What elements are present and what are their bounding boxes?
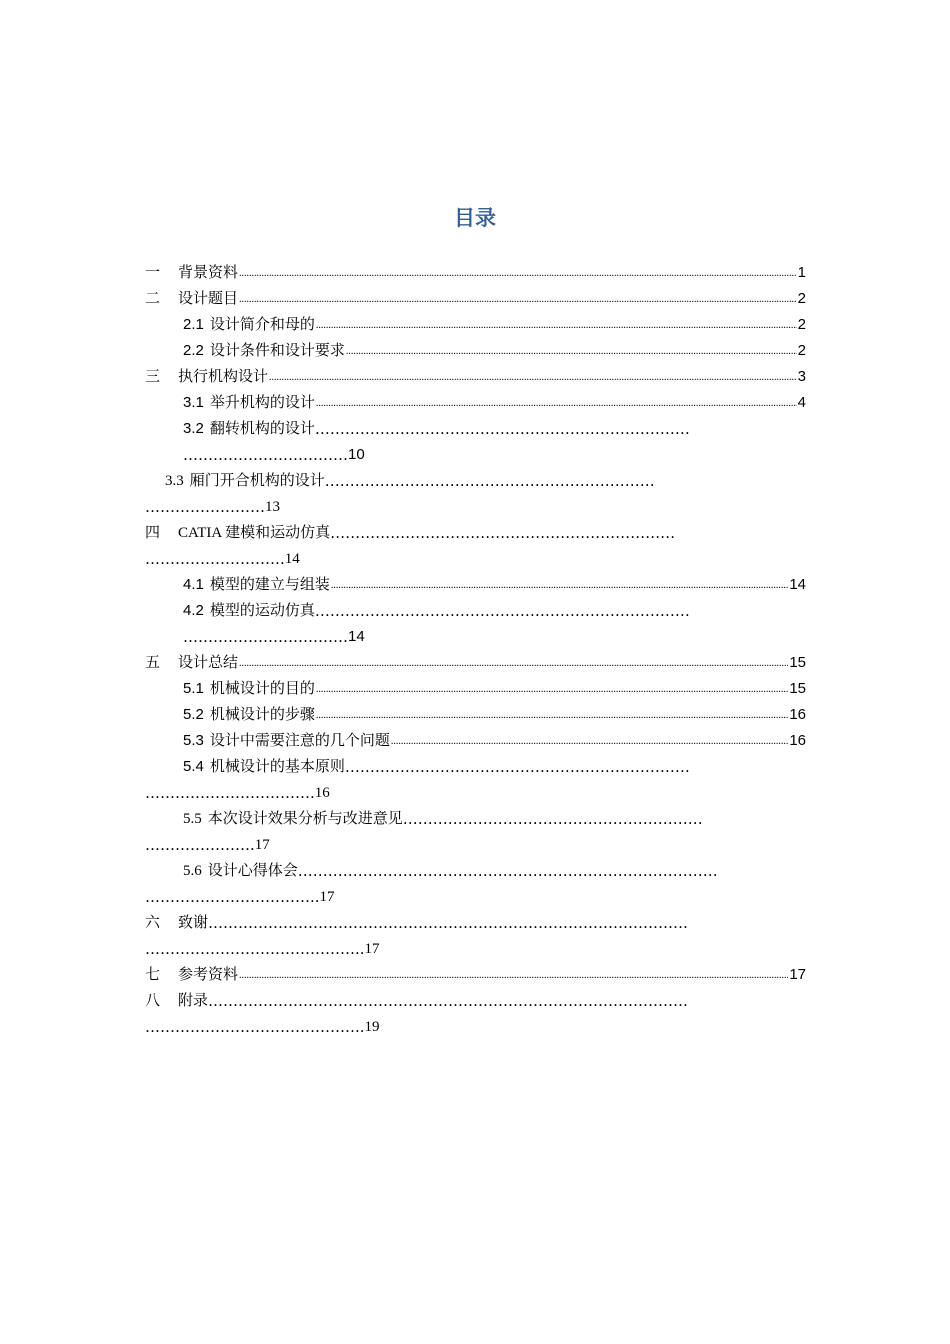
entry-title: 参考资料 [178, 967, 239, 983]
entry-title: 设计总结 [178, 655, 239, 671]
entry-title: 设计心得体会 [207, 863, 298, 879]
entry-title: 致谢 [178, 915, 209, 931]
leader-dots: …………………………………………………………… [330, 524, 676, 542]
leader-dots: ………………………………………………………………… [314, 420, 690, 438]
toc-entry-continuation [145, 439, 806, 465]
toc-entry-continuation [145, 829, 806, 855]
entry-page: 14 [348, 628, 365, 645]
leader-dots [239, 655, 788, 673]
leader-dots: …………………. [145, 836, 255, 854]
entry-page: 4 [797, 394, 806, 411]
toc-entry-continuation [145, 621, 806, 647]
entry-page: 2 [797, 290, 806, 307]
leader-dots [316, 707, 788, 725]
entry-title: 厢门开合机构的设计 [189, 473, 325, 489]
entry-title: 模型的建立与组装 [209, 577, 330, 593]
toc-entry[interactable] [145, 855, 806, 881]
toc-entry[interactable] [145, 595, 806, 621]
entry-number: 四 [145, 525, 161, 541]
toc-entry-continuation [145, 543, 806, 569]
entry-page: 16 [789, 732, 806, 749]
entry-number: 5.4 [183, 758, 204, 775]
leader-dots [239, 291, 797, 309]
entry-title: 模型的运动仿真 [209, 603, 315, 619]
toc-entry[interactable] [145, 387, 806, 413]
leader-dots [316, 317, 797, 335]
toc-entry[interactable] [145, 465, 806, 491]
entry-title: 机械设计的基本原则 [209, 759, 345, 775]
leader-dots: ………………………………………………………………………… [297, 862, 718, 880]
entry-title: CATIA 建模和运动仿真 [178, 525, 331, 541]
entry-number: 3.1 [183, 394, 204, 411]
toc-entry-continuation [145, 491, 806, 517]
leader-dots: …………………………… [183, 446, 348, 464]
entry-page: 14 [789, 576, 806, 593]
leader-dots [269, 369, 797, 387]
leader-dots [331, 577, 788, 595]
toc-entry[interactable] [145, 361, 806, 387]
leader-dots: …………………………… [183, 628, 348, 646]
entry-title: 执行机构设计 [178, 369, 269, 385]
toc-entry[interactable] [145, 907, 806, 933]
leader-dots: ………………………………………………………… [324, 472, 655, 490]
entry-number: 4.2 [183, 602, 204, 619]
leader-dots [316, 681, 788, 699]
entry-number: 2.2 [183, 342, 204, 359]
leader-dots [346, 343, 797, 361]
entry-page: 2 [797, 342, 806, 359]
entry-title: 设计条件和设计要求 [209, 343, 345, 359]
entry-number: 二 [145, 291, 161, 307]
entry-number: 一 [145, 265, 161, 281]
leader-dots: …………………………………………………… [402, 810, 703, 828]
entry-page: 15 [789, 654, 806, 671]
entry-page: 14 [284, 551, 300, 567]
entry-number: 3.3 [165, 473, 184, 489]
leader-dots [391, 733, 788, 751]
toc-entry[interactable] [145, 803, 806, 829]
entry-title: 设计中需要注意的几个问题 [209, 733, 390, 749]
toc-entry[interactable] [145, 673, 806, 699]
entry-number: 七 [145, 967, 161, 983]
entry-title: 本次设计效果分析与改进意见 [207, 811, 403, 827]
entry-page: 10 [348, 446, 365, 463]
toc-entry-continuation [145, 777, 806, 803]
entry-number: 5.6 [183, 863, 202, 879]
leader-dots: …………………………………………………………… [344, 758, 690, 776]
entry-number: 五 [145, 655, 161, 671]
entry-page: 16 [314, 785, 330, 801]
entry-number: 5.1 [183, 680, 204, 697]
leader-dots: …………………………………………………………………………………… [208, 992, 689, 1010]
toc-entry-continuation [145, 1011, 806, 1037]
entry-title: 翻转机构的设计 [209, 421, 315, 437]
toc-entry[interactable] [145, 283, 806, 309]
entry-title: 附录 [178, 993, 209, 1009]
toc-entry-continuation [145, 933, 806, 959]
entry-number: 三 [145, 369, 161, 385]
entry-page: 19 [364, 1019, 380, 1035]
toc-entry[interactable] [145, 647, 806, 673]
toc-entry[interactable] [145, 257, 806, 283]
entry-page: 2 [797, 316, 806, 333]
toc-entry[interactable] [145, 985, 806, 1011]
toc-entry[interactable] [145, 335, 806, 361]
toc-entry[interactable] [145, 517, 806, 543]
leader-dots: …………………………………….. [145, 940, 365, 958]
toc-entry[interactable] [145, 413, 806, 439]
toc-entry-continuation [145, 881, 806, 907]
entry-number: 4.1 [183, 576, 204, 593]
entry-number: 2.1 [183, 316, 204, 333]
leader-dots [239, 967, 788, 985]
entry-page: 15 [789, 680, 806, 697]
toc-entry[interactable] [145, 725, 806, 751]
entry-number: 5.3 [183, 732, 204, 749]
entry-number: 5.2 [183, 706, 204, 723]
entry-page: 17 [254, 837, 270, 853]
entry-title: 设计题目 [178, 291, 239, 307]
entry-title: 机械设计的步骤 [209, 707, 315, 723]
toc-title: 目录 [454, 206, 496, 230]
entry-page: 17 [789, 966, 806, 983]
leader-dots: …………………………………………………………………………………… [208, 914, 689, 932]
entry-title: 举升机构的设计 [209, 395, 315, 411]
leader-dots: …………………………………….. [145, 1018, 365, 1036]
entry-number: 5.5 [183, 811, 202, 827]
entry-page: 17 [364, 941, 380, 957]
leader-dots [316, 395, 797, 413]
leader-dots: ………………………………………………………………… [314, 602, 690, 620]
entry-page: 13 [265, 499, 280, 515]
entry-number: 八 [145, 993, 161, 1009]
leader-dots: ……………………………. [145, 784, 315, 802]
toc-entry[interactable] [145, 751, 806, 777]
leader-dots: …………………………….. [145, 888, 320, 906]
leader-dots [239, 265, 797, 283]
entry-page: 1 [797, 264, 806, 281]
entry-number: 六 [145, 915, 161, 931]
entry-page: 16 [789, 706, 806, 723]
entry-title: 背景资料 [178, 265, 239, 281]
entry-title: 机械设计的目的 [209, 681, 315, 697]
entry-page: 17 [319, 889, 335, 905]
toc-entry[interactable] [145, 569, 806, 595]
entry-page: 3 [797, 368, 806, 385]
leader-dots: …………………… [145, 498, 265, 516]
toc-entry[interactable] [145, 309, 806, 335]
toc-entry[interactable] [145, 959, 806, 985]
toc-entry[interactable] [145, 699, 806, 725]
entry-number: 3.2 [183, 420, 204, 437]
leader-dots: ………………………. [145, 550, 285, 568]
entry-title: 设计简介和母的 [209, 317, 315, 333]
